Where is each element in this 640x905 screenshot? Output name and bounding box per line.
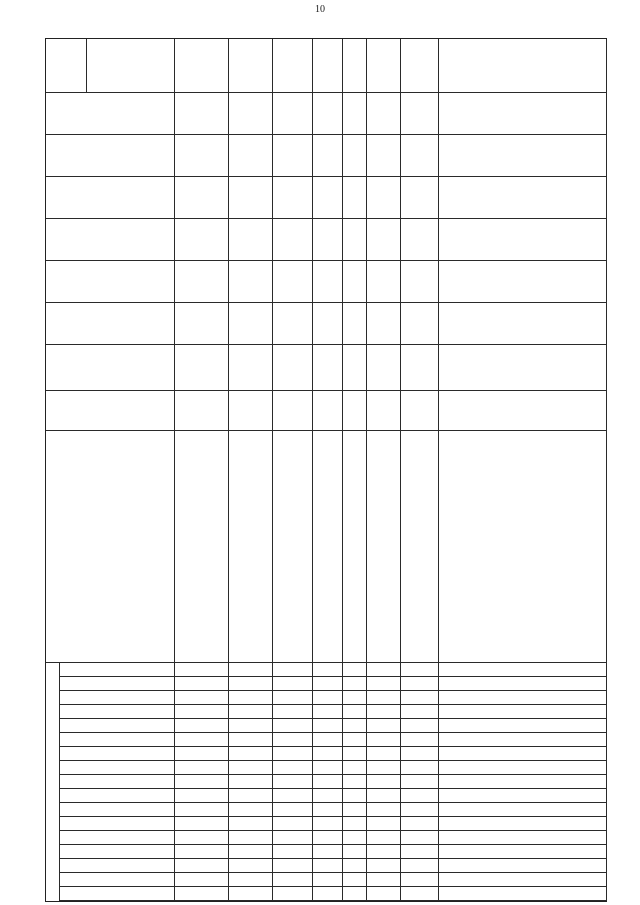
row-code [302,859,311,873]
row-code [302,803,311,817]
row-code [302,789,311,803]
header-program-col [62,691,172,705]
row-code [332,691,341,705]
row-code [390,733,399,747]
row-code [390,705,399,719]
row-code [302,873,311,887]
row-year-value [356,303,365,345]
row-year-value [356,93,365,135]
row-code [428,733,437,747]
row-code [428,775,437,789]
row-name [275,434,309,660]
row-code [218,887,227,901]
page-number: 10 [315,4,325,15]
row-code [356,887,365,901]
row-unit [302,391,311,431]
row-year-value [262,177,271,219]
row-code [356,803,365,817]
row-code [390,719,399,733]
row-target [262,39,271,93]
header-admin-code [62,859,172,901]
row-code [302,817,311,831]
row-target [218,39,227,93]
row-year-value [356,135,365,177]
row-year-value [390,93,399,135]
row-code [218,719,227,733]
row-target [302,39,311,93]
row-base [390,345,399,391]
row-code [218,789,227,803]
row-year-value [356,261,365,303]
row-code [390,747,399,761]
row-code [262,789,271,803]
row-code [332,747,341,761]
row-unit [262,391,271,431]
row-year-value [596,261,605,303]
row-year-value [428,303,437,345]
header-program-col [62,705,172,719]
row-code [332,789,341,803]
row-name [315,434,339,660]
row-unit [428,391,437,431]
row-code [356,845,365,859]
row-code [390,691,399,705]
row-name [345,434,363,660]
row-code [596,733,605,747]
row-target [428,39,437,93]
row-year-value [302,219,311,261]
row-code [596,887,605,901]
row-code [428,831,437,845]
row-year-value [218,261,227,303]
header-subsection [62,803,172,831]
row-code [218,803,227,817]
row-code [390,873,399,887]
row-year-value [390,135,399,177]
row-code [596,719,605,733]
row-code [262,873,271,887]
grid-line [46,662,606,663]
row-code [332,719,341,733]
row-code [428,873,437,887]
row-code [596,789,605,803]
row-year-value [218,303,227,345]
row-year-value [332,261,341,303]
row-code [262,733,271,747]
row-code [302,845,311,859]
row-code [356,775,365,789]
row-code [596,859,605,873]
row-code [218,845,227,859]
row-code [390,761,399,775]
header-program-col [62,733,172,747]
row-year-value [596,177,605,219]
row-target [356,39,365,93]
grid-line [46,390,606,391]
row-year-value [218,219,227,261]
grid-line [438,39,439,901]
row-year-value [302,261,311,303]
row-code [262,775,271,789]
grid-line [272,39,273,901]
row-year-value [356,219,365,261]
row-year-value [332,219,341,261]
row-year-value [302,303,311,345]
row-code [356,705,365,719]
row-year-value [262,93,271,135]
row-code [332,733,341,747]
row-year-value [332,93,341,135]
row-year-value [262,261,271,303]
row-code [428,691,437,705]
header-budget-codes [48,747,58,901]
row-code [596,817,605,831]
row-code [302,691,311,705]
row-code [218,775,227,789]
row-code [390,775,399,789]
header-base-year [52,347,112,389]
row-target [390,39,399,93]
budget-table [45,38,607,902]
grid-line [46,218,606,219]
grid-line [46,302,606,303]
header-year [102,303,112,345]
row-code [262,887,271,901]
row-code [390,887,399,901]
header-target [50,41,84,91]
row-code [428,803,437,817]
row-code [356,873,365,887]
header-name [54,435,170,659]
row-code [428,761,437,775]
row-code [332,831,341,845]
row-code [302,719,311,733]
row-code [356,789,365,803]
row-code [218,859,227,873]
row-code [596,845,605,859]
row-code [596,705,605,719]
grid-line [342,39,343,901]
row-unit [356,391,365,431]
row-code [262,761,271,775]
row-code [356,719,365,733]
row-target [596,39,605,93]
row-year-value [428,177,437,219]
row-code [428,747,437,761]
row-year-value [390,261,399,303]
grid-line [228,39,229,901]
row-code [356,859,365,873]
row-code [356,817,365,831]
row-code [596,775,605,789]
row-code [262,705,271,719]
row-year-value [390,177,399,219]
row-year-value [262,219,271,261]
row-code [428,789,437,803]
row-unit [332,391,341,431]
row-code [428,719,437,733]
row-base [356,345,365,391]
row-year-value [302,177,311,219]
row-name [177,434,225,660]
grid-line [46,176,606,177]
row-code [262,845,271,859]
row-code [262,831,271,845]
header-year [102,261,112,303]
grid-line [400,39,401,901]
row-code [218,677,227,691]
row-code [218,761,227,775]
row-name [403,434,435,660]
row-code [428,887,437,901]
row-year-value [596,93,605,135]
row-code [302,887,311,901]
grid-line [312,39,313,901]
row-code [218,817,227,831]
header-year [102,177,112,219]
row-year-value [428,93,437,135]
row-code [428,859,437,873]
header-year [102,219,112,261]
row-base [262,345,271,391]
row-year-value [428,219,437,261]
row-name [369,434,397,660]
row-code [302,705,311,719]
row-code [262,803,271,817]
row-year-value [596,135,605,177]
row-code [596,803,605,817]
header-year [102,135,112,177]
row-code [596,747,605,761]
row-code [302,733,311,747]
row-code [302,761,311,775]
row-base [596,345,605,391]
row-year-value [262,303,271,345]
header-target-sub [102,39,112,93]
row-unit [596,391,605,431]
row-code [332,859,341,873]
row-code [218,747,227,761]
row-unit [390,391,399,431]
row-year-value [218,93,227,135]
grid-line [86,39,87,93]
grid-line [46,260,606,261]
row-code [262,859,271,873]
row-base [428,345,437,391]
row-code [390,789,399,803]
header-program-col [62,719,172,733]
row-code [596,691,605,705]
row-code [428,845,437,859]
row-code [262,817,271,831]
row-code [596,873,605,887]
row-code [390,831,399,845]
grid-line [174,39,175,901]
row-code [262,691,271,705]
row-year-value [218,135,227,177]
row-code [428,705,437,719]
row-code [218,873,227,887]
row-code [332,705,341,719]
row-base [332,345,341,391]
rotated-table-canvas [46,39,606,901]
row-year-value [262,135,271,177]
row-year-value [390,303,399,345]
row-code [218,733,227,747]
grid-line [59,663,60,901]
row-unit [218,391,227,431]
row-year-value [332,135,341,177]
row-base [218,345,227,391]
row-code [302,831,311,845]
row-code [332,775,341,789]
row-code [332,817,341,831]
row-year-value [596,219,605,261]
grid-line [366,39,367,901]
row-code [218,705,227,719]
row-code [356,831,365,845]
row-year-value [302,93,311,135]
row-code [302,747,311,761]
row-code [390,845,399,859]
row-code [218,691,227,705]
row-code [390,859,399,873]
row-year-value [428,261,437,303]
row-code [356,733,365,747]
row-code [302,677,311,691]
row-code [356,761,365,775]
header-target-article [62,747,84,803]
row-code [262,719,271,733]
row-code [596,761,605,775]
header-year [102,93,112,135]
grid-line [46,344,606,345]
row-year-value [428,135,437,177]
row-code [262,677,271,691]
row-year-value [332,177,341,219]
row-code [596,831,605,845]
row-code [390,803,399,817]
row-year-value [332,303,341,345]
header-program-col [62,677,172,691]
row-code [332,761,341,775]
row-code [390,817,399,831]
row-code [332,803,341,817]
row-code [302,775,311,789]
row-year-value [356,177,365,219]
header-section [62,831,172,859]
grid-line [46,92,606,93]
row-code [332,887,341,901]
row-code [262,747,271,761]
row-year-value [218,177,227,219]
grid-line [46,134,606,135]
row-year-value [596,303,605,345]
row-name [441,434,603,660]
row-target [332,39,341,93]
row-code [356,747,365,761]
grid-line [606,39,607,901]
row-name [231,434,269,660]
row-code [332,845,341,859]
row-year-value [302,135,311,177]
row-code [356,691,365,705]
row-code [218,831,227,845]
row-base [302,345,311,391]
row-code [428,817,437,831]
header-unit [54,393,84,429]
grid-line [46,430,606,431]
row-code [332,873,341,887]
row-year-value [390,219,399,261]
header-program-codes [48,663,58,747]
